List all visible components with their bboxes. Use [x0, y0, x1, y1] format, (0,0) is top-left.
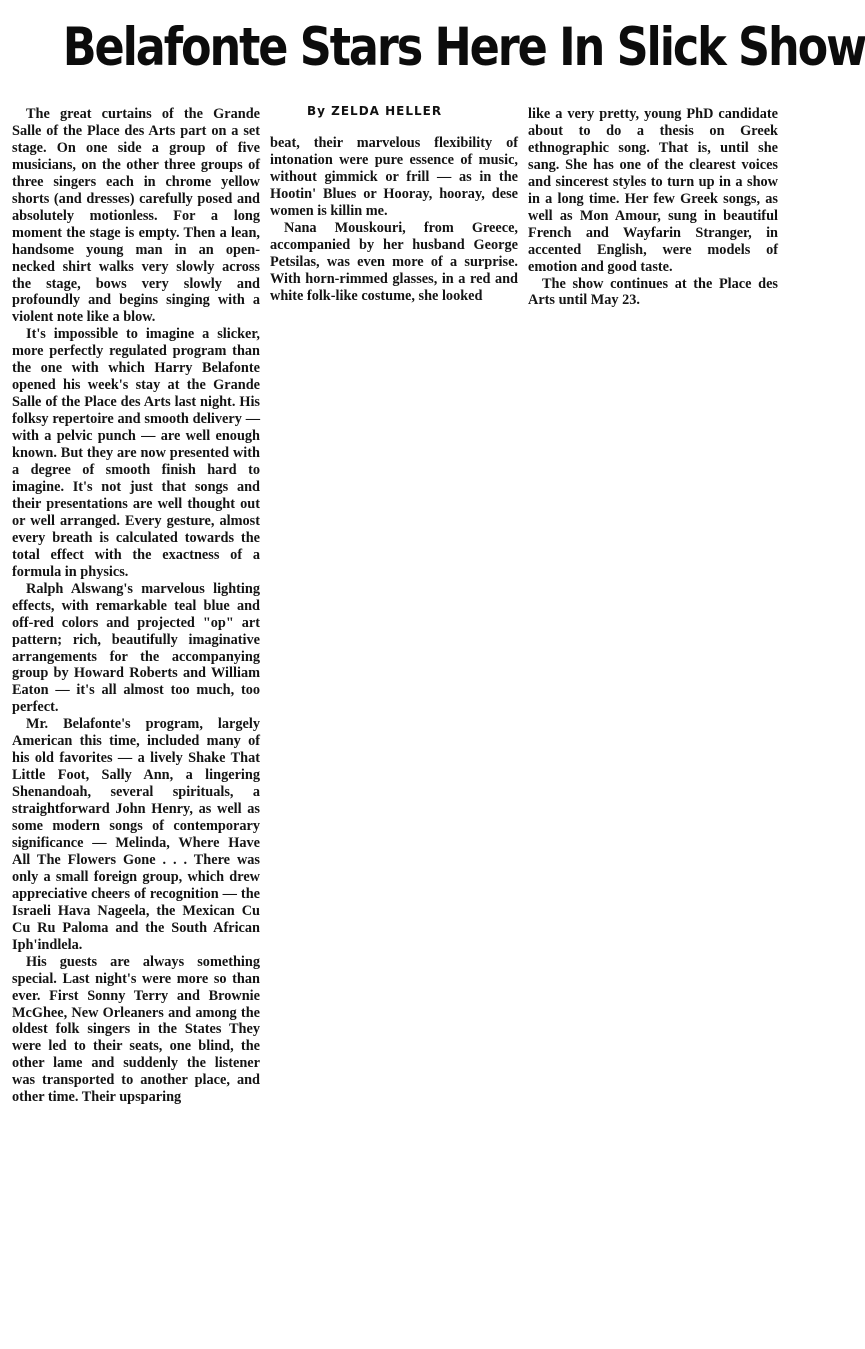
- paragraph: The show continues at the Place des Arts until May 23.: [528, 275, 778, 309]
- paragraph: Ralph Alswang's marvelous lighting effects, with remarkable teal blue and off-red colors and projected "op" art pattern; rich, beautifully imaginative arrangements for the accompanying group by Howard Roberts and William Eaton — it's all almost too much, too perfect.: [12, 580, 260, 716]
- paragraph: The great curtains of the Grande Salle of the Place des Arts part on a set stage. On one side a group of five musicians, on the other three groups of three singers each in chrome yellow shorts (and dresses) carefully posed and absolutely motionless. For a long moment the stage is empty. Then a lean, handsome young man in an open-necked shirt walks very slowly across the stage, bows very slowly and profoundly and begins singing with a violent note like a blow.: [12, 106, 260, 326]
- paragraph: It's impossible to imagine a slicker, more perfectly regulated program than the one with which Harry Belafonte opened his week's stay at the Grande Salle of the Place des Arts last night. His folksy repertoire and smooth delivery — with a pelvic punch — are well enough known. But they are now presented with a degree of smooth finish hard to imagine. It's not just that songs and their presentations are well thought out or well arranged. Every gesture, almost every breath is calculated towards the total effect with the exactness of a formula in physics.: [12, 326, 260, 580]
- paragraph: Mr. Belafonte's program, largely American this time, included many of his old favorites — a lively Shake That Little Foot, Sally Ann, a lingering Shenandoah, several spirituals, a straightforward John Henry, as well as some modern songs of contemporary significance — Melinda, Where Have All The Flowers Gone . . . There was only a small foreign group, which drew appreciative cheers of recognition — the Israeli Hava Nageela, the Mexican Cu Cu Ru Paloma and the South African Iph'indlela.: [12, 716, 260, 953]
- article-column-1: [12, 106, 260, 1106]
- paragraph: Nana Mouskouri, from Greece, accompanied by her husband George Petsilas, was even more of a surprise. With horn-rimmed glasses, in a red and white folk-like costume, she looked: [270, 219, 518, 304]
- paragraph: beat, their marvelous flexibility of intonation were pure essence of music, without gimmick or frill — as in the Hootin' Blues or Hooray, hooray, dese women is killin me.: [270, 135, 518, 219]
- byline: By ZELDA HELLER: [307, 104, 443, 118]
- headline: Belafonte Stars Here In Slick Show: [62, 17, 865, 78]
- article-column-3: [528, 106, 778, 309]
- paragraph: like a very pretty, young PhD candidate about to do a thesis on Greek ethnographic song. That is, until she sang. She has one of the clearest voices and sincerest styles to turn up in a show in a long time. Her few Greek songs, as well as Mon Amour, sung in beautiful French and Wayfarin Stranger, in accented English, were models of emotion and good taste.: [528, 106, 778, 275]
- paragraph: His guests are always something special. Last night's were more so than ever. First Sonny Terry and Brownie McGhee, New Orleaners and among the oldest folk singers in the States They were led to their seats, one blind, the other lame and suddenly the listener was transported to another place, and other time. Their upsparing: [12, 953, 260, 1106]
- article-column-2: [270, 135, 518, 305]
